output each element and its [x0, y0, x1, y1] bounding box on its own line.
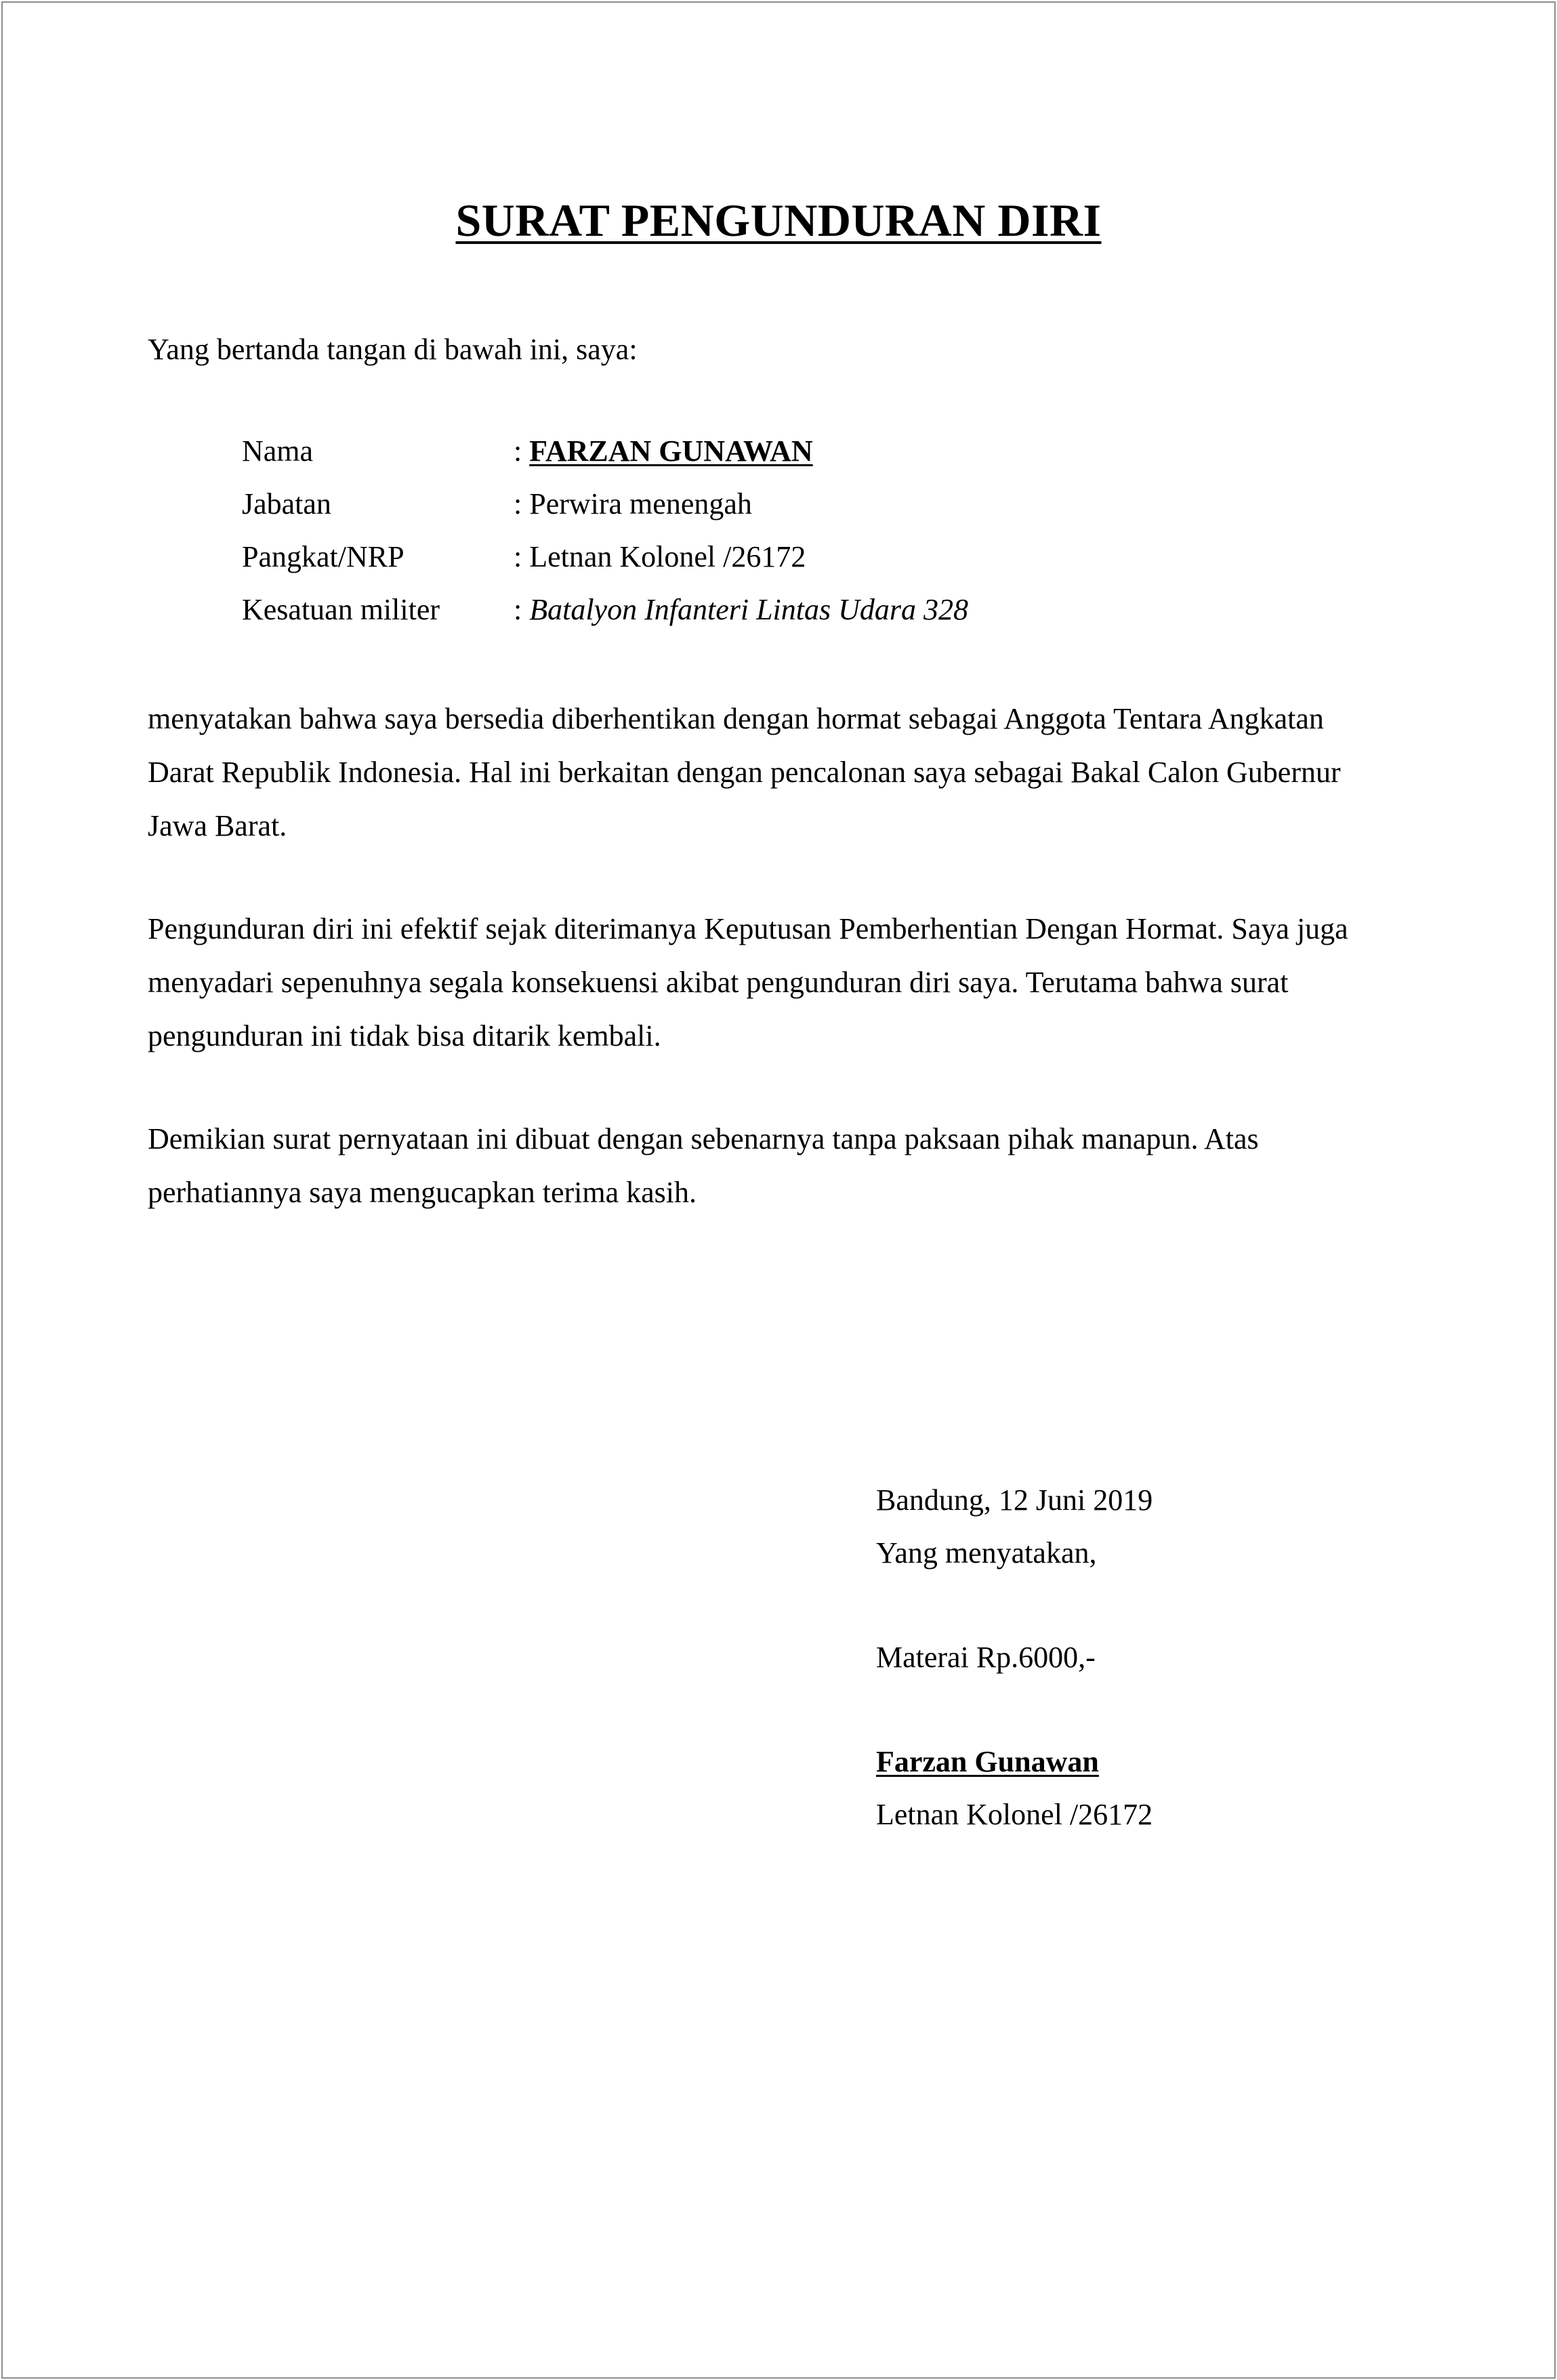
- paragraph-statement: [148, 692, 1421, 853]
- intro-line: Yang bertanda tangan di bawah ini, saya:: [148, 333, 638, 366]
- field-value-name: FARZAN GUNAWAN: [529, 434, 813, 468]
- paragraph-line: Pengunduran diri ini efektif sejak diterimanya Keputusan Pemberhentian Dengan Hormat. Saya juga: [148, 912, 1348, 945]
- field-row-jabatan: [242, 487, 968, 539]
- field-label: Kesatuan militer: [242, 593, 440, 626]
- field-label: Nama: [242, 434, 314, 468]
- paragraph-line: menyatakan bahwa saya bersedia diberhentikan dengan hormat sebagai Anggota Tentara Angkatan: [148, 702, 1324, 735]
- field-colon: :: [514, 434, 530, 468]
- field-label: Jabatan: [242, 487, 331, 520]
- paragraph-line: Demikian surat pernyataan ini dibuat dengan sebenarnya tanpa paksaan pihak manapun. Atas: [148, 1122, 1259, 1155]
- identity-fields: [242, 434, 968, 645]
- field-row-kesatuan: [242, 592, 968, 645]
- paragraph-line: pengunduran ini tidak bisa ditarik kembali.: [148, 1019, 661, 1052]
- field-row-nama: [242, 434, 968, 487]
- field-colon: :: [514, 593, 530, 626]
- signature-block: [876, 1483, 1153, 1850]
- place-date: Bandung, 12 Juni 2019: [876, 1483, 1153, 1517]
- paragraph-line: perhatiannya saya mengucapkan terima kasih.: [148, 1176, 697, 1209]
- signatory-name: Farzan Gunawan: [876, 1745, 1099, 1778]
- signatory-rank: Letnan Kolonel /26172: [876, 1798, 1153, 1831]
- paragraph-effective: [148, 902, 1421, 1063]
- field-row-pangkat: [242, 539, 968, 592]
- paragraph-line: menyadari sepenuhnya segala konsekuensi akibat pengunduran diri saya. Terutama bahwa surat: [148, 966, 1289, 999]
- field-value-unit: Batalyon Infanteri Lintas Udara 328: [529, 593, 969, 626]
- field-value-rank: : Letnan Kolonel /26172: [514, 540, 806, 573]
- field-label: Pangkat/NRP: [242, 540, 404, 573]
- signatory-statement: Yang menyatakan,: [876, 1536, 1097, 1569]
- letter-title: SURAT PENGUNDURAN DIRI: [455, 194, 1102, 246]
- stamp-duty-note: Materai Rp.6000,-: [876, 1641, 1096, 1674]
- paragraph-line: Darat Republik Indonesia. Hal ini berkaitan dengan pencalonan saya sebagai Bakal Calon Gubernur: [148, 756, 1341, 789]
- paragraph-line: Jawa Barat.: [148, 809, 287, 842]
- document-page: [1, 1, 1556, 2379]
- field-value-position: : Perwira menengah: [514, 487, 752, 520]
- paragraph-closing: [148, 1112, 1421, 1219]
